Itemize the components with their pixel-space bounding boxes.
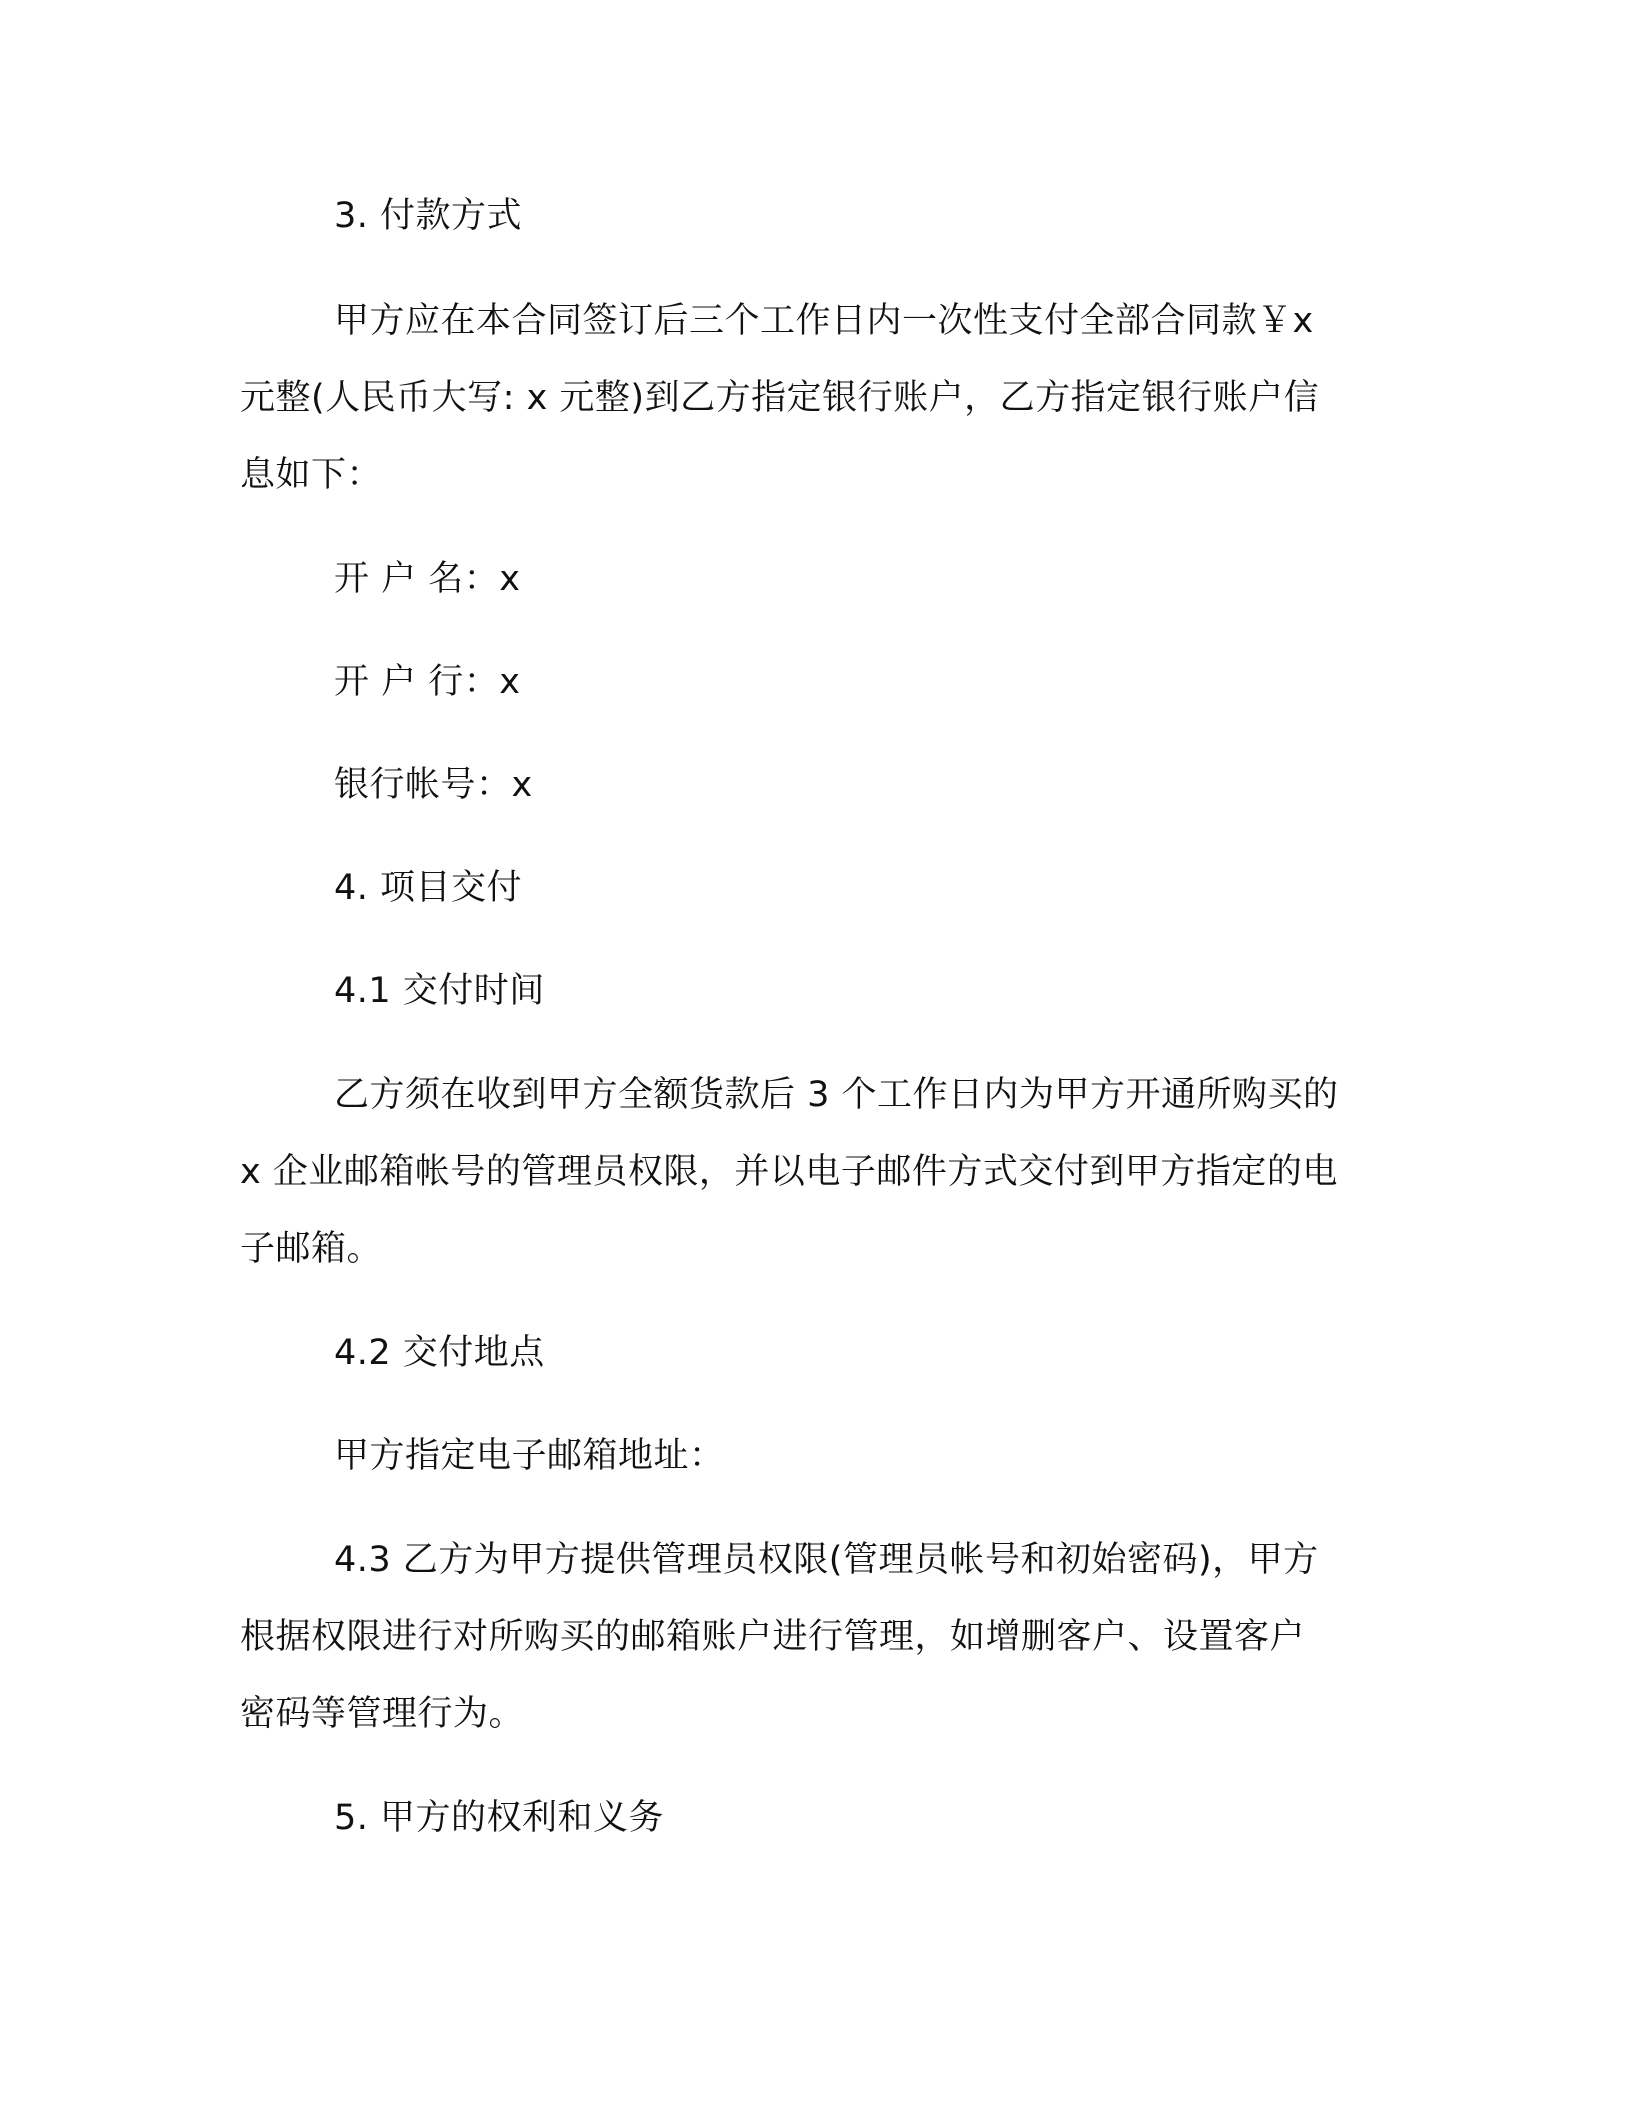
delivery-email-line: 甲方指定电子邮箱地址： — [334, 1436, 725, 1476]
delivery-time-paragraph-line-3: 子邮箱。 — [240, 1229, 383, 1269]
payment-paragraph-line-2: 元整(人民币大写: x 元整)到乙方指定银行账户，乙方指定银行账户信 — [240, 378, 1320, 418]
heading-project-delivery: 4. 项目交付 — [334, 868, 523, 908]
bank-name-line: 开 户 行：x — [334, 662, 521, 702]
payment-paragraph-line-1: 甲方应在本合同签订后三个工作日内一次性支付全部合同款￥x — [334, 301, 1314, 341]
heading-payment-method: 3. 付款方式 — [334, 196, 523, 236]
admin-permission-paragraph-line-2: 根据权限进行对所购买的邮箱账户进行管理，如增删客户、设置客户 — [240, 1617, 1306, 1657]
delivery-time-paragraph-line-2: x 企业邮箱帐号的管理员权限，并以电子邮件方式交付到甲方指定的电 — [240, 1152, 1338, 1192]
heading-delivery-time: 4.1 交付时间 — [334, 971, 545, 1011]
admin-permission-paragraph-line-3: 密码等管理行为。 — [240, 1694, 525, 1734]
admin-permission-paragraph-line-1: 4.3 乙方为甲方提供管理员权限(管理员帐号和初始密码)，甲方 — [334, 1540, 1319, 1580]
delivery-time-paragraph-line-1: 乙方须在收到甲方全额货款后 3 个工作日内为甲方开通所购买的 — [334, 1075, 1339, 1115]
payment-paragraph-line-3: 息如下： — [240, 455, 383, 495]
heading-delivery-location: 4.2 交付地点 — [334, 1333, 545, 1373]
heading-party-a-rights: 5. 甲方的权利和义务 — [334, 1798, 665, 1838]
account-name-line: 开 户 名：x — [334, 559, 521, 599]
bank-account-line: 银行帐号：x — [334, 765, 533, 805]
